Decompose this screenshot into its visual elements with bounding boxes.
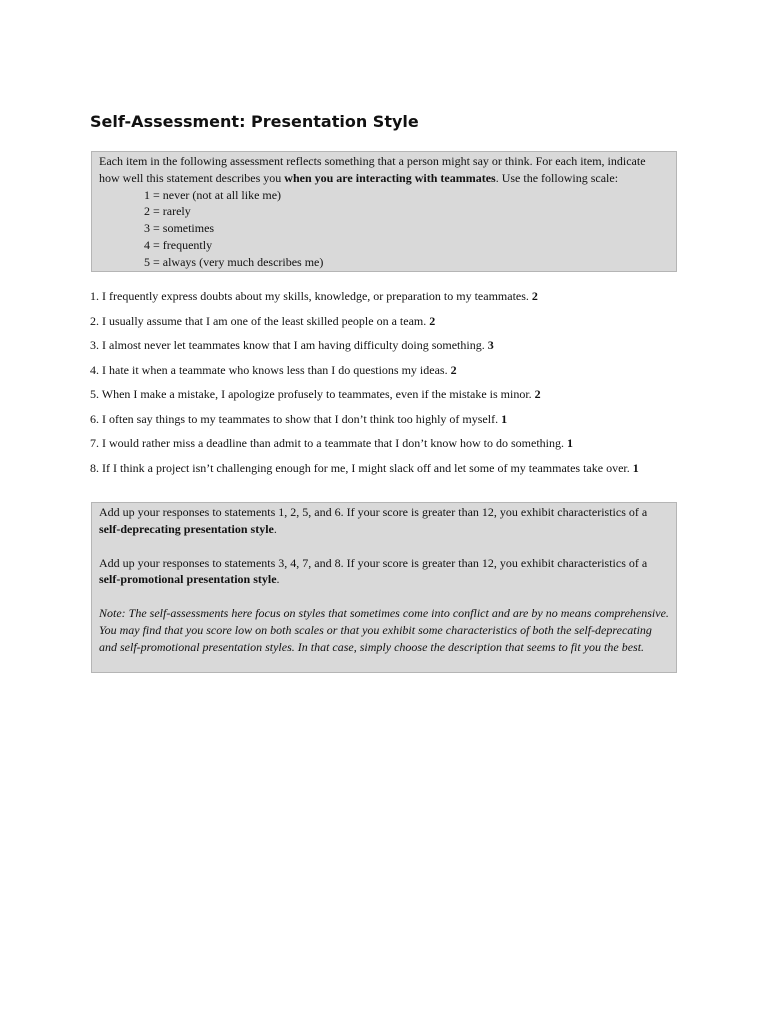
instructions-text-end: . Use the following scale: bbox=[495, 170, 619, 185]
item-score: 2 bbox=[450, 362, 457, 377]
item-statement: 8. If I think a project isn’t challenging enough for me, I might slack off and let some of my teammates take over. bbox=[90, 460, 630, 475]
scale-item: 1 = never (not at all like me) bbox=[144, 187, 282, 202]
scoring-box bbox=[91, 502, 677, 673]
instructions-emphasis: when you are interacting with teammates bbox=[284, 170, 496, 185]
instructions-text bbox=[99, 153, 669, 187]
item-statement: 4. I hate it when a teammate who knows less than I do questions my ideas. bbox=[90, 362, 448, 377]
assessment-item bbox=[90, 287, 690, 312]
scoring-period: . bbox=[273, 521, 277, 536]
scale-item: 4 = frequently bbox=[144, 237, 213, 252]
assessment-item bbox=[90, 459, 690, 484]
assessment-item bbox=[90, 336, 690, 361]
scoring-paragraph-promotional bbox=[99, 555, 669, 589]
item-score: 2 bbox=[534, 387, 541, 401]
instructions-text-start: Each item in the following assessment reflects something that a person might say or think. For each item, indicate how well this statement describes you bbox=[99, 154, 646, 185]
item-statement: 1. I frequently express doubts about my skills, knowledge, or preparation to my teammates. bbox=[90, 289, 529, 303]
instructions-box bbox=[91, 151, 677, 272]
scoring-text: Add up your responses to statements 1, 2, 5, and 6. If your score is greater than 12, you exhibit characteristics of a bbox=[99, 505, 648, 519]
scoring-note: Note: The self-assessments here focus on styles that sometimes come into conflict and are by no means comprehensive. You may find that you score low on both scales or that you exhibit some characteristics of both the self-deprecating and self-promotional presentation styles. In that case, simply choose the description that seems to fit you the best. bbox=[99, 606, 669, 654]
assessment-item bbox=[90, 434, 690, 459]
item-statement: 3. I almost never let teammates know that I am having difficulty doing something. bbox=[90, 338, 485, 352]
item-score: 3 bbox=[487, 338, 494, 352]
assessment-item bbox=[90, 385, 690, 410]
assessment-items bbox=[90, 287, 690, 483]
assessment-item bbox=[90, 410, 690, 435]
scale-item: 5 = always (very much describes me) bbox=[144, 254, 324, 269]
item-score: 1 bbox=[501, 411, 508, 426]
style-name-deprecating: self-deprecating presentation style bbox=[99, 521, 274, 536]
scoring-text: Add up your responses to statements 3, 4, 7, and 8. If your score is greater than 12, you exhibit characteristics of a bbox=[99, 555, 648, 570]
item-statement: 7. I would rather miss a deadline than admit to a teammate that I don’t know how to do something. bbox=[90, 436, 565, 450]
item-statement: 5. When I make a mistake, I apologize profusely to teammates, even if the mistake is minor. bbox=[90, 387, 532, 401]
scale-item: 2 = rarely bbox=[144, 204, 191, 219]
item-score: 2 bbox=[531, 289, 538, 303]
scoring-paragraph-deprecating bbox=[99, 504, 669, 538]
item-score: 1 bbox=[567, 436, 574, 450]
assessment-item bbox=[90, 361, 690, 386]
page-title: Self-Assessment: Presentation Style bbox=[90, 112, 419, 131]
item-score: 2 bbox=[429, 313, 436, 328]
item-statement: 6. I often say things to my teammates to show that I don’t think too highly of myself. bbox=[90, 411, 499, 426]
scoring-period: . bbox=[276, 572, 280, 587]
item-statement: 2. I usually assume that I am one of the least skilled people on a team. bbox=[90, 313, 427, 328]
scale-item: 3 = sometimes bbox=[144, 221, 215, 236]
rating-scale-list bbox=[99, 187, 669, 271]
assessment-item bbox=[90, 312, 690, 337]
style-name-promotional: self-promotional presentation style bbox=[99, 572, 277, 587]
item-score: 1 bbox=[632, 460, 639, 475]
